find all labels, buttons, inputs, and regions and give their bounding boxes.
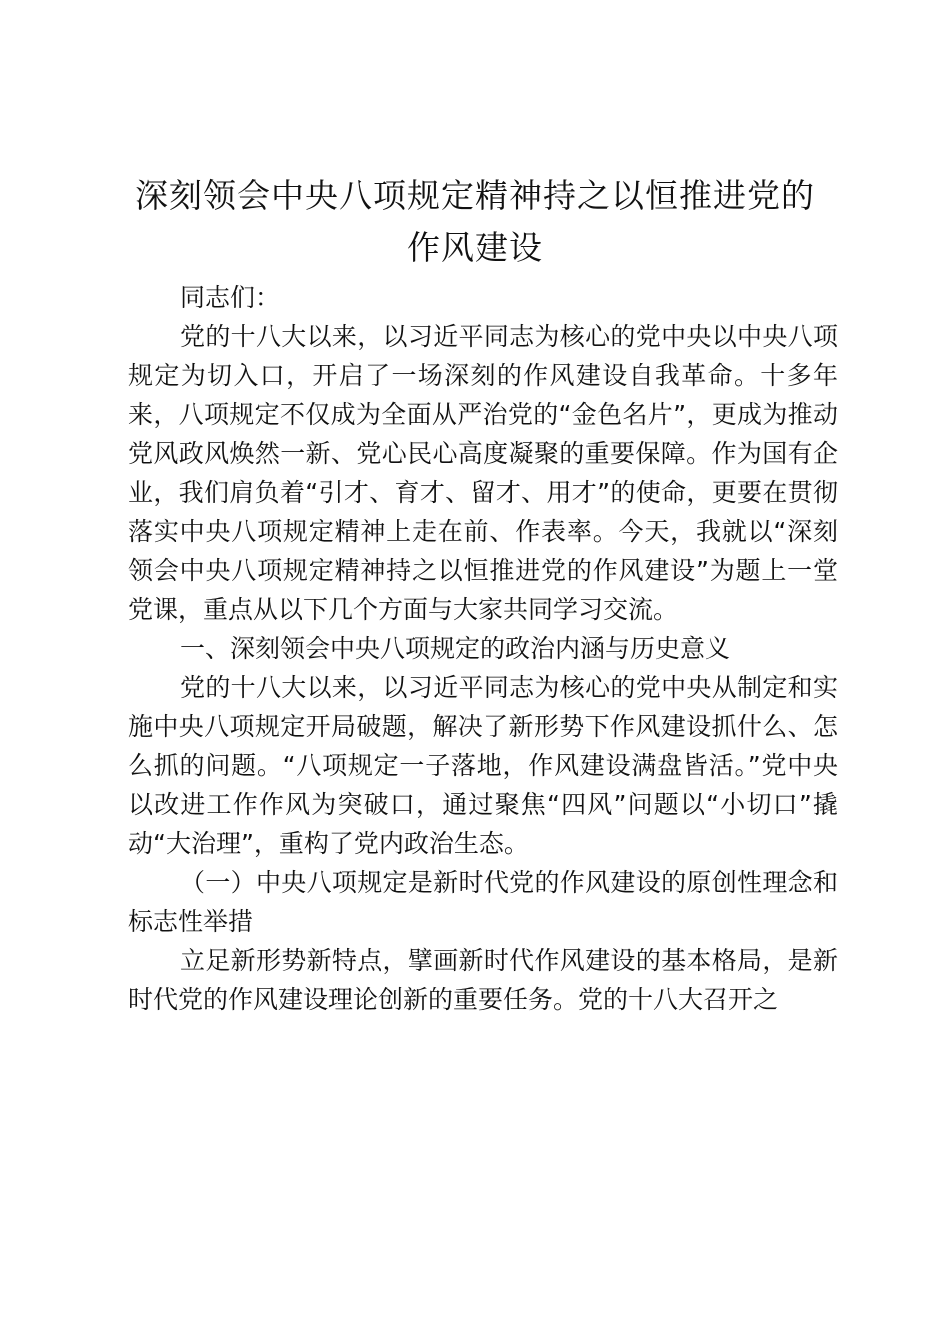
subsection-heading-1: （一）中央八项规定是新时代党的作风建设的原创性理念和标志性举措	[128, 868, 838, 936]
title-line-2: 作风建设	[407, 228, 543, 267]
paragraph-intro: 党的十八大以来，以习近平同志为核心的党中央以中央八项规定为切入口，开启了一场深刻的作风建设自我革命。十多年来，八项规定不仅成为全面从严治党的“金色名片”，更成为推动党风政风焕然一新、党心民心高度凝聚的重要保障。作为国有企业，我们肩负着“引才、育才、留才、用才”的使命，更要在贯彻落实中央八项规定精神上走在前、作表率。今天，我就以“深刻领会中央八项规定精神持之以恒推进党的作风建设”为题上一堂党课，重点从以下几个方面与大家共同学习交流。	[128, 322, 838, 624]
paragraph-subsection-1: 立足新形势新特点，擘画新时代作风建设的基本格局，是新时代党的作风建设理论创新的重要任务。党的十八大召开之	[128, 946, 838, 1014]
document-title	[110, 170, 840, 274]
section-heading-1: 一、深刻领会中央八项规定的政治内涵与历史意义	[180, 634, 731, 663]
salutation: 同志们：	[180, 283, 281, 312]
document-body	[128, 278, 838, 1019]
title-line-1: 深刻领会中央八项规定精神持之以恒推进党的	[135, 176, 815, 215]
paragraph-section-1: 党的十八大以来，以习近平同志为核心的党中央从制定和实施中央八项规定开局破题，解决了新形势下作风建设抓什么、怎么抓的问题。“八项规定一子落地，作风建设满盘皆活。”党中央以改进工作作风为突破口，通过聚焦“四风”问题以“小切口”撬动“大治理”，重构了党内政治生态。	[128, 673, 838, 858]
